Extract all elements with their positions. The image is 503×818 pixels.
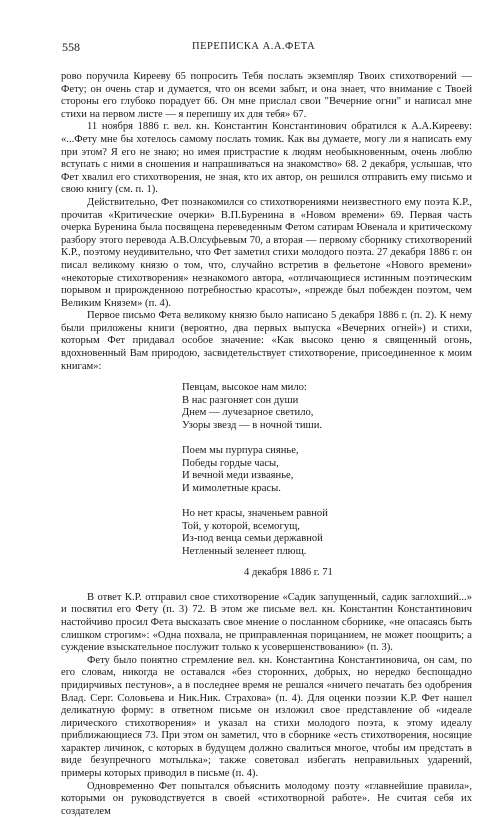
poem [182, 382, 472, 558]
paragraph: В ответ К.Р. отправил свое стихотворение «Садик запущенный, садик заглохший...» и посвятил его Фету (п. 3) 72. В этом же письме вел. кн. Константин Константинович настойчиво просил Фета высказать свое мнение о посланном сборнике, «не опасаясь быть слишком строгим»: «Одна похвала, не приправленная порицанием, не может поощрить; а суждение взыскательное послужит только к усовершенствованию» (п. 3). [61, 591, 472, 654]
poem-line: Нетленный зеленеет плющ. [182, 545, 307, 557]
poem-line: Той, у которой, всемогущ, [182, 520, 300, 532]
poem-stanza [182, 508, 472, 558]
poem-line: Днем — лучезарное светило, [182, 407, 314, 419]
paragraph: 11 ноября 1886 г. вел. кн. Константин Константинович обратился к А.А.Кирееву: «...Фету мне бы хотелось самому послать томик. Как вы думаете, могу ли я написать ему при этом? Я его не знаю; но имея пристрастие к людям необыкновенным, очень люблю вступать с ними в сношения и напрашиваться на знакомство» 68. 2 декабря, услышав, что Фет хвалил его стихотворения, не зная, кто их автор, он решился отправить ему письмо и свою книгу (см. п. 1). [61, 121, 472, 196]
paragraph: Первое письмо Фета великому князю было написано 5 декабря 1886 г. (п. 2). К нему были приложены книги (вероятно, два первых выпуска «Вечерних огней») и стихи, которым Фет придавал особое значение: «Как высоко ценю я священный огонь, вдохновенный Вам природою, засвидетельствует стихотворение, присоединенное к моим книгам»: [61, 310, 472, 372]
paragraph: Одновременно Фет попытался объяснить молодому поэту «главнейшие правила», которыми он руководствуется в своей «стихотворной работе». Не считая себя их создателем [61, 780, 472, 817]
running-head: ПЕРЕПИСКА А.А.ФЕТА [192, 41, 316, 52]
poem-date: 4 декабря 1886 г. 71 [244, 567, 333, 579]
body-text [61, 71, 472, 818]
poem-line: Певцам, высокое нам мило: [182, 382, 307, 394]
paragraph: Фету было понятно стремление вел. кн. Константина Константиновича, он сам, по его словам, никогда не оставался «без сторонних, добрых, но нередко беспощадно придирчивых пестунов», а в последнее время не решался «ничего печатать без одобрения Влад. Серг. Соловьева и Ник.Ник. Страхова» (п. 4). Для оценки поэзии К.Р. Фет нашел деликатную форму: в ответном письме он изложил свое представление об «идеале лирического стихотворения» и указал на стихи молодого поэта, к этому идеалу приближающиеся 73. При этом он заметил, что в сборнике «есть стихотворения, носящие характер личинок, с которых в будущем должно свалиться многое, чтобы им предстать в виде безупречного мотылька»; также советовал избегать неправильных ударений, примеры которых приводил в письме (п. 4). [61, 654, 472, 780]
page-header [62, 40, 472, 56]
poem-stanza [182, 445, 472, 495]
poem-line: И мимолетные красы. [182, 483, 281, 494]
poem-line: Из-под венца семьи державной [182, 533, 323, 545]
page-number: 558 [62, 40, 80, 54]
paragraph: Действительно, Фет познакомился со стихотворениями неизвестного ему поэта К.Р., прочитав «Критические очерки» В.П.Буренина в «Новом времени» 69. Первая часть очерка Буренина была посвящена переведенным Фетом сатирам Ювенала и критическому разбору этого перевода А.В.Олсуфьевым 70, а вторая — первому сборнику стихотворений К.Р., поэтому неудивительно, что Фет заметил стихи молодого поэта. 27 декабря 1886 г. он писал великому князю о том, что, случайно встретив в фельетоне «Нового времени» «некоторые стихотворения» незнакомого автора, «отличающиеся истинным поэтическим порывом и прирожденною потребностью красоты», «прежде был побежден поэтом, чем Великим Князем» (п. 4). [61, 196, 472, 309]
paragraph: рово поручила Кирееву 65 попросить Тебя послать экземпляр Твоих стихотворений — Фету; он очень стар и думается, что он всеми забыт, и она знает, что внимание с Твоей стороны его глубоко порадует 66. Он мне прислал свои "Вечерние огни" и написал мне стихи на первом листе — я перепишу их для тебя» 67. [61, 71, 472, 120]
poem-line: Победы гордые часы, [182, 457, 279, 469]
poem-stanza [182, 382, 472, 432]
poem-line: Но нет красы, значеньем равной [182, 508, 328, 520]
poem-line: В нас разгоняет сон души [182, 394, 299, 406]
poem-line: Узоры звезд — в ночной тиши. [182, 420, 323, 432]
poem-line: И вечной меди изваянье, [182, 470, 294, 482]
poem-line: Поем мы пурпура сиянье, [182, 445, 299, 457]
